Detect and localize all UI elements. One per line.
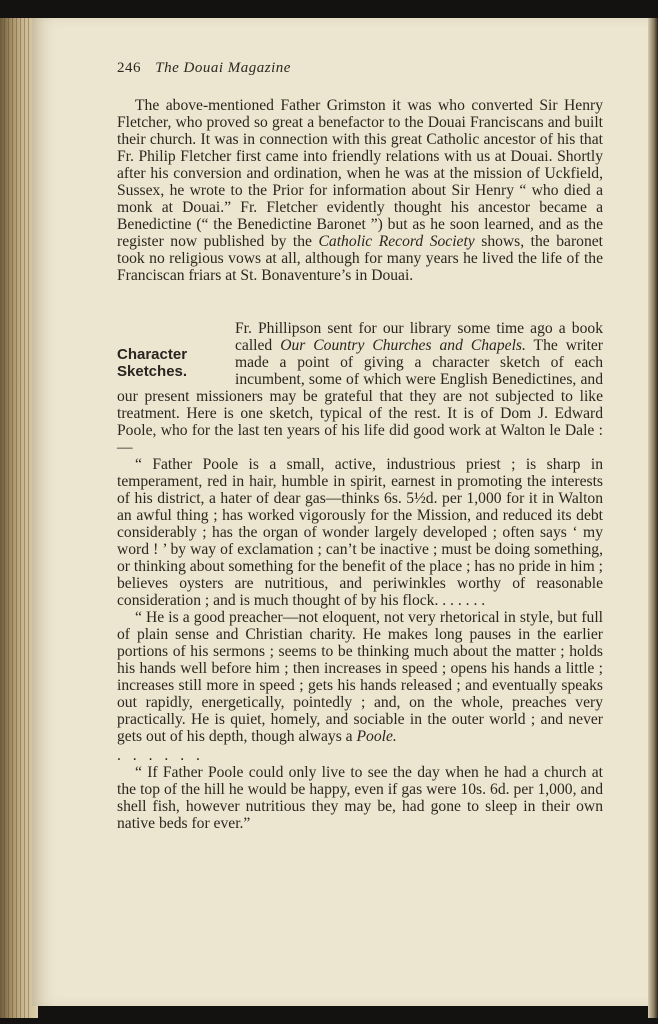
quote-church-hill: “ If Father Poole could only live to see the day when he had a church at the top of the hill he would be happy, even if gas were 10s. 6d. per 1,000, and shell fish, however nutritious they may be, had gone to sleep in their own native beds for ever.” (117, 764, 603, 832)
page-number: 246 (117, 60, 141, 76)
paragraph-fletcher (117, 97, 603, 284)
paragraph-text: The writer made a point of giving a character sketch of each incumbent, some of which were English Benedictines, and our present missioners may be grateful that they are not subjected to like treatment. Here is one sketch, typical of the rest. It is of Dom J. Edward Poole, who for the last ten years of his life did good work at Walton le Dale :— (117, 337, 603, 456)
paragraph-text: “ He is a good preacher—not eloquent, not very rhetorical in style, but full of plain sense and Christian charity. He makes long pauses in the earlier portions of his sermons ; seems to be thinking much about the matter ; holds his hands well before him ; then increases in speed ; opens his hands a little ; increases still more in speed ; gets his hands released ; and eventually speaks out rapidly, energetically, pointedly ; and, on the whole, preaches very practically. He is quiet, homely, and sociable in the outer world ; and never gets out of his depth, though always a (117, 609, 603, 745)
side-heading (117, 346, 229, 380)
paragraph-phillipson (117, 320, 603, 456)
running-header (117, 60, 603, 77)
italic-title: Catholic Record Society (318, 233, 475, 250)
paragraph-text: shows, the baronet took no religious vows at all, although for many years he lived the life of the Franciscan friars at St. Bonaventure’s in Douai. (117, 233, 603, 284)
italic-word: Poole. (356, 728, 397, 745)
italic-title: Our Country Churches and Chapels. (280, 337, 526, 354)
quote-preacher (117, 609, 603, 745)
running-title: The Douai Magazine (155, 60, 291, 76)
side-heading-line: Sketches. (117, 363, 188, 380)
page-content (117, 60, 603, 832)
paragraph-text: The above-mentioned Father Grimston it was who converted Sir Henry Fletcher, who proved so great a benefactor to the Douai Franciscans and built their church. It was in connection with this great Catholic ancestor of his that Fr. Philip Fletcher first came into friendly relations with us at Douai. Shortly after his conversion and ordination, when he was at the mission of Uckfield, Sussex, he wrote to the Prior for information about Sir Henry “ who died a monk at Douai.” Fr. Fletcher evidently thought his ancestor became a Benedictine (“ the Benedictine Baronet ”) but as he soon learned, and as the register now published by the (117, 97, 603, 250)
binding-texture (4, 18, 32, 1018)
paragraph-text: Fr. Phillipson sent for our library some time ago a book called (235, 320, 603, 354)
character-sketches-section (117, 320, 603, 456)
ellipsis-line: . . . . . . (117, 747, 204, 764)
side-heading-line: Character (117, 346, 188, 363)
quote-temperament: “ Father Poole is a small, active, industrious priest ; is sharp in temperament, red in hair, humble in spirit, earnest in promoting the interests of his district, a hater of dear gas—thinks 6s. 5½d. per 1,000 for it in Walton an awful thing ; has worked vigorously for the Mission, and reduced its debt considerably ; has the organ of wonder largely developed ; often says ‘ my word ! ’ by way of exclamation ; can’t be inactive ; must be doing something, or thinking about something for the benefit of the place ; has no pride in him ; believes oysters are nutritious, and periwinkles worthy of reasonable consideration ; and is much thought of by his flock. . . . . . . (117, 456, 603, 609)
page-edge (648, 18, 658, 1018)
